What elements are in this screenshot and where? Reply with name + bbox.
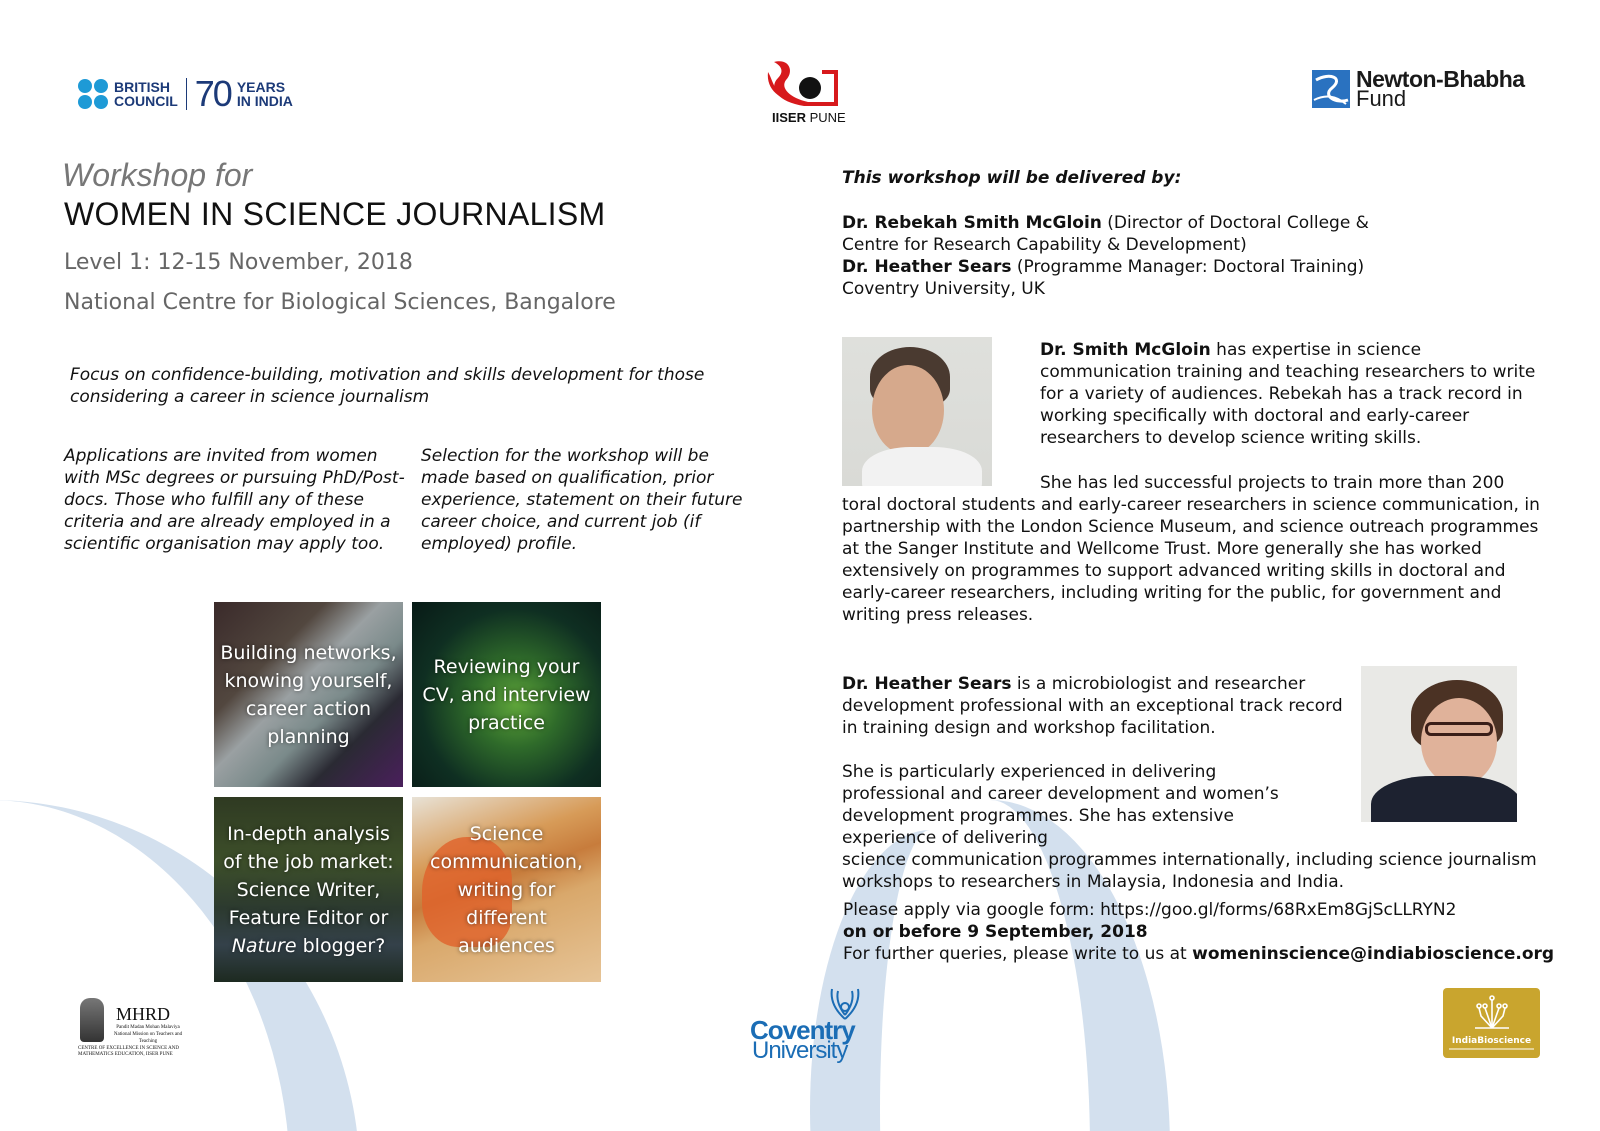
bio-smith-mcgloin-continued: She has led successful projects to train more than 200 toral doctoral students and early-career researchers in science communication, in partnership with the London Science Museum, and science outreach programmes at the Sanger Institute and Wellcome Trust. More generally she has worked extensively on programmes to support advanced writing skills in doctoral and early-career researchers, including writing for the public, for government and writing press releases. <box>842 473 1540 625</box>
heather-photo <box>1361 666 1517 822</box>
bio1-name: Dr. Smith McGloin <box>1040 340 1211 360</box>
iiser-bold-text: IISER <box>772 110 806 125</box>
trainer2-name: Dr. Heather Sears <box>842 257 1012 277</box>
bio-heather-sears: Dr. Heather Sears is a microbiologist and researcher development professional with an exceptional track record in training design and workshop facilitation. <box>842 674 1343 738</box>
university-name: University <box>752 1037 848 1064</box>
workshop-venue: National Centre for Biological Sciences, Bangalore <box>64 290 616 315</box>
newton-bhabha-fund-logo <box>1312 66 1525 111</box>
tile-building-networks <box>214 602 403 787</box>
british-council-dots-icon <box>78 79 108 109</box>
mhrd-footer: CENTRE OF EXCELLENCE IN SCIENCE AND MATHEMATICS EDUCATION, IISER PUNE <box>78 1046 179 1057</box>
years-line2: IN INDIA <box>236 93 293 109</box>
iiser-pune-logo <box>764 58 848 128</box>
british-council-line1: BRITISH <box>114 79 170 95</box>
contact-email-link[interactable]: womeninscience@indiabioscience.org <box>1192 944 1555 964</box>
british-council-logo <box>78 73 293 114</box>
tile-job-market-analysis <box>214 797 403 982</box>
national-emblem-icon <box>80 998 104 1042</box>
deadline: on or before 9 September, 2018 <box>843 922 1148 942</box>
focus-statement: Focus on confidence-building, motivation and skills development for those considering a career in science journalism <box>70 365 705 407</box>
tree-network-icon <box>1473 994 1511 1032</box>
indiabioscience-logo <box>1443 988 1540 1058</box>
bio-heather-sears-continued: She is particularly experienced in delivering professional and career development and women’s development programmes. She has extensive experience of delivering science communication programmes internationally, including science journalism workshops to researchers in Malaysia, Indonesia and India. <box>842 762 1537 892</box>
background-arc-left-inner <box>0 860 70 1131</box>
tile-label: Building networks, knowing yourself, career action planning <box>220 641 397 748</box>
google-form-link[interactable]: https://goo.gl/forms/68RxEm8GjScLLRYN2 <box>1100 900 1457 920</box>
tile-label: In-depth analysis of the job market: Science Writer, Feature Editor or Nature blogger? <box>223 822 394 957</box>
tile-cv-review <box>412 602 601 787</box>
eligibility-text: Applications are invited from women with MSc degrees or pursuing PhD/Post-docs. Those who fulfill any of these criteria and are already employed in a scientific organisation may apply too. <box>64 446 405 554</box>
newton-bhabha-subtitle: Fund <box>1356 86 1407 111</box>
tile-science-communication <box>412 797 601 982</box>
british-council-line2: COUNCIL <box>114 93 178 109</box>
selection-criteria-text: Selection for the workshop will be made based on qualification, prior experience, statement on their future career choice, and current job (if employed) profile. <box>421 446 743 554</box>
pretitle: Workshop for <box>62 157 253 193</box>
logo-divider <box>186 78 187 110</box>
trainers-list <box>842 212 1402 300</box>
page-title: WOMEN IN SCIENCE JOURNALISM <box>64 196 606 232</box>
mhrd-logo <box>78 998 198 1062</box>
years-line1: YEARS <box>236 79 286 95</box>
bio2-name: Dr. Heather Sears <box>842 674 1012 694</box>
rebekah-photo <box>842 337 992 486</box>
newton-bhabha-title: Newton-Bhabha <box>1356 66 1525 92</box>
tile-label: Reviewing your CV, and interview practice <box>422 655 591 734</box>
indiabioscience-tagline <box>1449 1048 1534 1050</box>
iiser-emblem-icon <box>764 58 848 110</box>
bio-smith-mcgloin: Dr. Smith McGloin has expertise in science communication training and teaching researchers to write for a variety of audiences. Rebekah has a track record in working specifically with doctoral and early-career researchers to develop science writing skills. <box>1040 340 1536 448</box>
iiser-regular-text: PUNE <box>809 110 846 125</box>
coventry-name: Coventry <box>750 1015 855 1045</box>
application-info: Please apply via google form: https://goo.gl/forms/68RxEm8GjScLLRYN2 on or before 9 September, 2018 For further queries, please write to us at womeninscience@indiabioscience.org <box>843 900 1555 964</box>
trainer1-name: Dr. Rebekah Smith McGloin <box>842 213 1102 233</box>
mhrd-subtitle: Pandit Madan Mohan Malaviya National Mission on Teachers and Teaching <box>113 1025 183 1044</box>
coventry-university-logo <box>750 985 870 1065</box>
indiabioscience-name: IndiaBioscience <box>1451 1036 1532 1046</box>
seventy-years-number: 70 <box>194 73 231 114</box>
newton-bhabha-swirl-icon <box>1312 70 1350 108</box>
workshop-dates: Level 1: 12-15 November, 2018 <box>64 250 413 275</box>
mhrd-title: MHRD <box>116 1004 171 1024</box>
tile-label: Science communication, writing for different audiences <box>430 822 583 957</box>
trainer-affiliation: Coventry University, UK <box>842 279 1045 299</box>
delivered-by-heading: This workshop will be delivered by: <box>842 168 1182 188</box>
trainer2-role: (Programme Manager: Doctoral Training) <box>1011 257 1365 277</box>
trainer1-role: (Director of Doctoral College & Centre for Research Capability & Development) <box>842 213 1369 255</box>
